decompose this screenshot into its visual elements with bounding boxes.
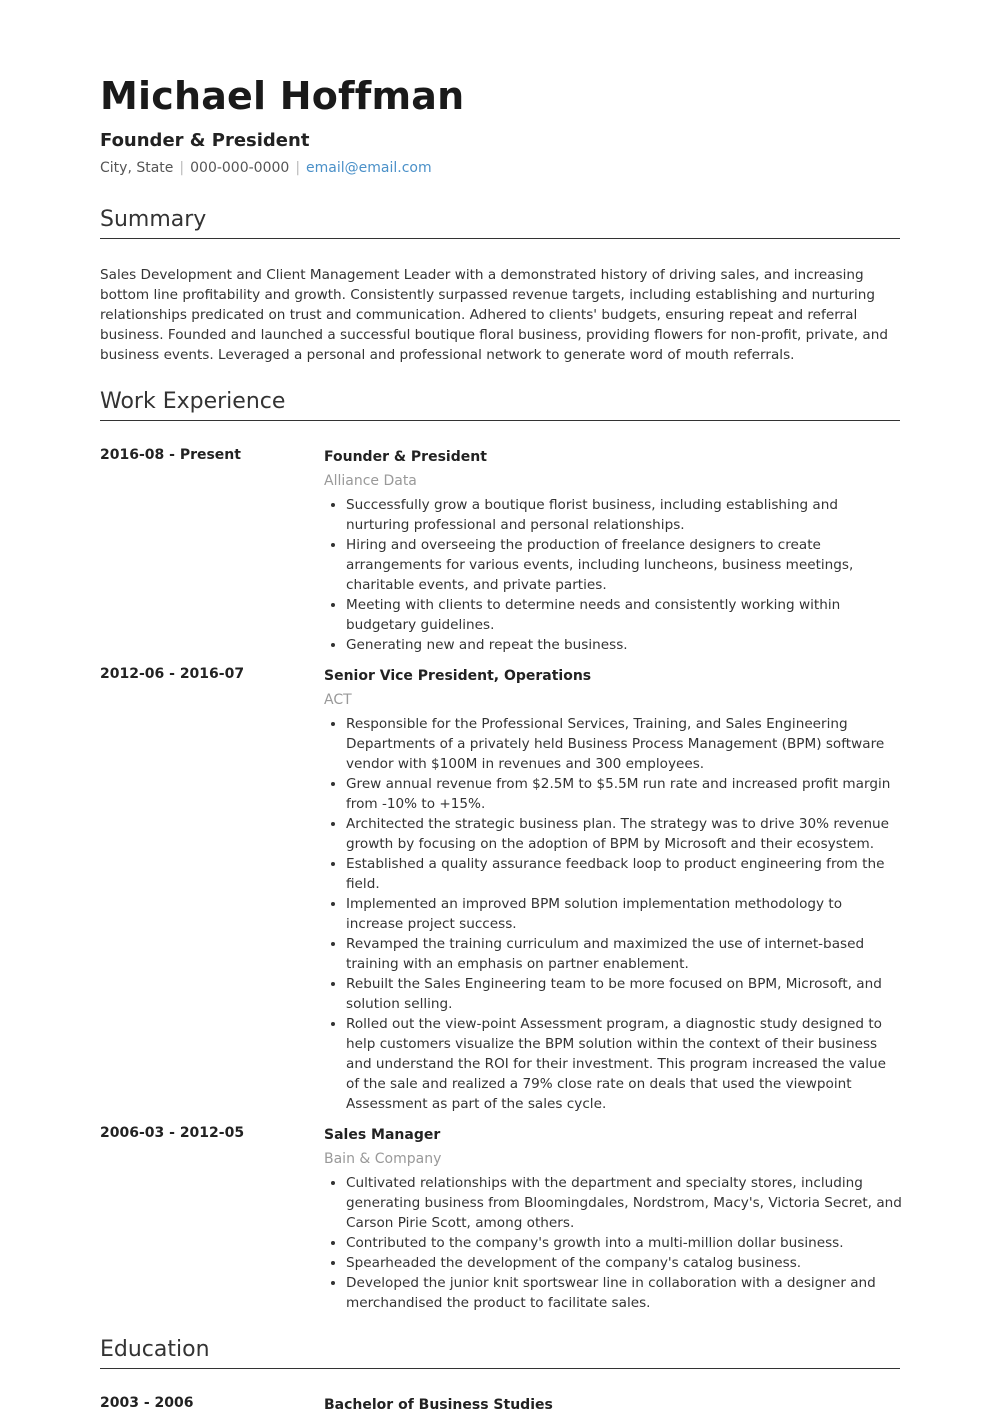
job-bullet: • Spearheaded the development of the company's catalog business. (346, 1253, 902, 1273)
job-bullet: • Architected the strategic business plan. The strategy was to drive 30% revenue growth by focusing on the adoption of BPM by Microsoft and their ecosystem. (346, 814, 902, 854)
job-dates: 2016-08 - Present (100, 447, 241, 463)
contact-location: City, State (100, 160, 174, 176)
job-title: Founder & President (324, 449, 487, 465)
education-details (324, 1395, 902, 1419)
job-bullet: • Successfully grow a boutique florist business, including establishing and nurturing professional and personal relationships. (346, 495, 902, 535)
section-title-work-experience: Work Experience (100, 389, 900, 421)
job-details (324, 1125, 902, 1313)
job-bullet-list (324, 714, 902, 1114)
job-company: Bain & Company (324, 1151, 442, 1167)
job-bullet: • Contributed to the company's growth into a multi-million dollar business. (346, 1233, 902, 1253)
job-bullet-list (324, 1173, 902, 1313)
job-title: Sales Manager (324, 1127, 441, 1143)
job-details (324, 447, 902, 655)
job-details (324, 666, 902, 1114)
contact-phone: 000-000-0000 (190, 160, 290, 176)
job-bullet: • Developed the junior knit sportswear line in collaboration with a designer and merchandised the product to facilitate sales. (346, 1273, 902, 1313)
contact-email-link[interactable]: email@email.com (306, 160, 432, 176)
job-dates: 2006-03 - 2012-05 (100, 1125, 245, 1141)
job-bullet: • Rolled out the view-point Assessment program, a diagnostic study designed to help customers visualize the BPM solution within the context of their business and understand the ROI for their investment. This program increased the value of the sale and realized a 79% close rate on deals that used the viewpoint Assessment as part of the sales cycle. (346, 1014, 902, 1114)
contact-separator: | (295, 160, 301, 176)
contact-line (100, 160, 432, 176)
summary-text: Sales Development and Client Management Leader with a demonstrated history of driving sales, and increasing bottom line profitability and growth. Consistently surpassed revenue targets, including establishing and nurturing relationships predicated on trust and communication. Adhered to clients' budgets, ensuring repeat and referral business. Founded and launched a successful boutique floral business, providing flowers for non-profit, private, and business events. Leveraged a personal and professional network to generate word of mouth referrals. (100, 267, 888, 363)
job-bullet-list (324, 495, 902, 655)
job-bullet: • Meeting with clients to determine needs and consistently working within budgetary guidelines. (346, 595, 902, 635)
job-bullet: • Generating new and repeat the business. (346, 635, 902, 655)
job-bullet: • Hiring and overseeing the production of freelance designers to create arrangements for various events, including luncheons, business meetings, charitable events, and private parties. (346, 535, 902, 595)
job-dates: 2012-06 - 2016-07 (100, 666, 245, 682)
job-bullet: • Rebuilt the Sales Engineering team to be more focused on BPM, Microsoft, and solution selling. (346, 974, 902, 1014)
education-degree: Bachelor of Business Studies (324, 1397, 553, 1413)
section-title-summary: Summary (100, 207, 900, 239)
candidate-name: Michael Hoffman (100, 74, 465, 118)
candidate-headline: Founder & President (100, 130, 310, 151)
job-bullet: • Cultivated relationships with the department and specialty stores, including generating business from Bloomingdales, Nordstrom, Macy's, Victoria Secret, and Carson Pirie Scott, among others. (346, 1173, 902, 1233)
job-bullet: • Established a quality assurance feedback loop to product engineering from the field. (346, 854, 902, 894)
section-title-education: Education (100, 1337, 900, 1369)
job-bullet: • Revamped the training curriculum and maximized the use of internet-based training with an emphasis on partner enablement. (346, 934, 902, 974)
job-company: Alliance Data (324, 473, 417, 489)
job-bullet: • Grew annual revenue from $2.5M to $5.5M run rate and increased profit margin from -10% to +15%. (346, 774, 902, 814)
contact-separator: | (179, 160, 185, 176)
job-title: Senior Vice President, Operations (324, 668, 592, 684)
job-company: ACT (324, 692, 352, 708)
education-dates: 2003 - 2006 (100, 1395, 194, 1411)
job-bullet: • Responsible for the Professional Services, Training, and Sales Engineering Departments of a privately held Business Process Management (BPM) software vendor with $100M in revenues and 300 employees. (346, 714, 902, 774)
job-bullet: • Implemented an improved BPM solution implementation methodology to increase project success. (346, 894, 902, 934)
